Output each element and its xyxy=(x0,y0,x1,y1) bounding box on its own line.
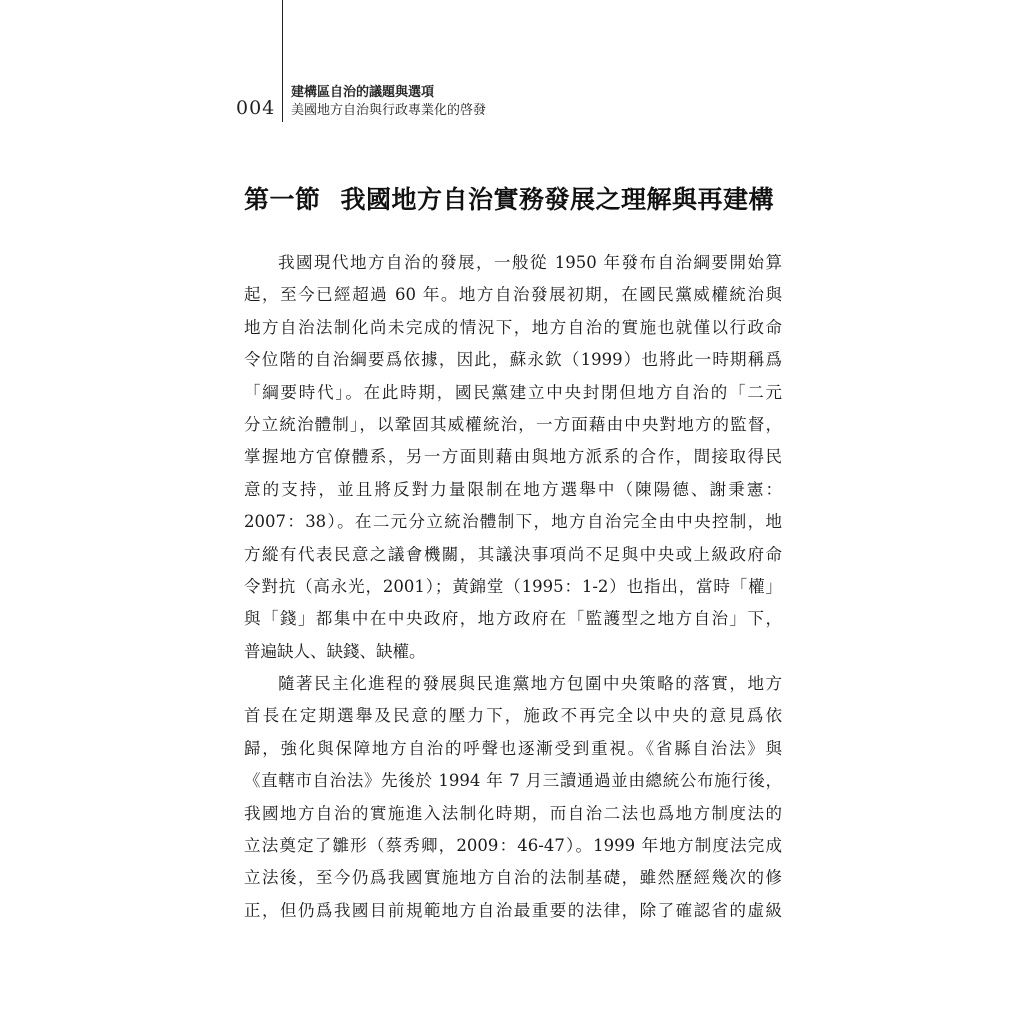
running-head-subtitle: 美國地方自治與行政專業化的啓發 xyxy=(291,103,487,118)
paragraph-line: 掌握地方官僚體系，另一方面則藉由與地方派系的合作，間接取得民 xyxy=(244,447,782,467)
paragraph-line: 立法後，至今仍爲我國實施地方自治的法制基礎，雖然歷經幾次的修 xyxy=(244,868,782,888)
header-divider-line xyxy=(282,0,283,122)
paragraph-line: 地方自治法制化尚未完成的情況下，地方自治的實施也就僅以行政命 xyxy=(244,317,782,337)
paragraph-line: 我國地方自治的實施進入法制化時期，而自治二法也爲地方制度法的 xyxy=(244,803,782,823)
paragraph-line: 《直轄市自治法》先後於 1994 年 7 月三讀通過並由總統公布施行後， xyxy=(244,771,782,791)
paragraph-line: 起，至今已經超過 60 年。地方自治發展初期，在國民黨威權統治與 xyxy=(244,285,782,305)
running-head-book-title: 建構區自治的議題與選項 xyxy=(291,85,435,100)
paragraph-line: 分立統治體制」，以鞏固其威權統治，一方面藉由中央對地方的監督， xyxy=(244,414,782,434)
paragraph-line: 令位階的自治綱要爲依據，因此，蘇永欽（1999）也將此一時期稱爲 xyxy=(244,350,782,370)
paragraph-line: 方縱有代表民意之議會機關，其議決事項尚不足與中央或上級政府命 xyxy=(244,544,782,564)
paragraph-line: 令對抗（高永光，2001）；黃錦堂（1995：1-2）也指出，當時「權」 xyxy=(244,576,782,596)
paragraph-line: 「綱要時代」。在此時期，國民黨建立中央封閉但地方自治的「二元 xyxy=(244,382,782,402)
section-heading xyxy=(244,180,804,216)
paragraph-line: 意的支持，並且將反對力量限制在地方選舉中（陳陽德、謝秉憲： xyxy=(244,479,782,499)
section-title: 我國地方自治實務發展之理解與再建構 xyxy=(340,185,775,214)
paragraph-line: 歸，強化與保障地方自治的呼聲也逐漸受到重視。《省縣自治法》與 xyxy=(244,738,782,758)
page-number: 004 xyxy=(236,97,276,119)
paragraph-line: 隨著民主化進程的發展與民進黨地方包圍中央策略的落實，地方 xyxy=(278,674,782,694)
paragraph-line: 2007：38）。在二元分立統治體制下，地方自治完全由中央控制，地 xyxy=(244,512,782,532)
body-text xyxy=(244,247,782,927)
paragraph-line: 與「錢」都集中在中央政府，地方政府在「監護型之地方自治」下， xyxy=(244,609,782,629)
paragraph-line: 立法奠定了雛形（蔡秀卿，2009：46-47）。1999 年地方制度法完成 xyxy=(244,836,782,856)
paragraph-line: 正，但仍爲我國目前規範地方自治最重要的法律，除了確認省的虛級 xyxy=(244,900,782,920)
paragraph-line: 首長在定期選舉及民意的壓力下，施政不再完全以中央的意見爲依 xyxy=(244,706,782,726)
paragraph-line: 普遍缺人、缺錢、缺權。 xyxy=(244,641,426,661)
section-number: 第一節 xyxy=(244,185,321,214)
paragraph-line: 我國現代地方自治的發展，一般從 1950 年發布自治綱要開始算 xyxy=(278,253,782,272)
running-head xyxy=(291,84,486,120)
